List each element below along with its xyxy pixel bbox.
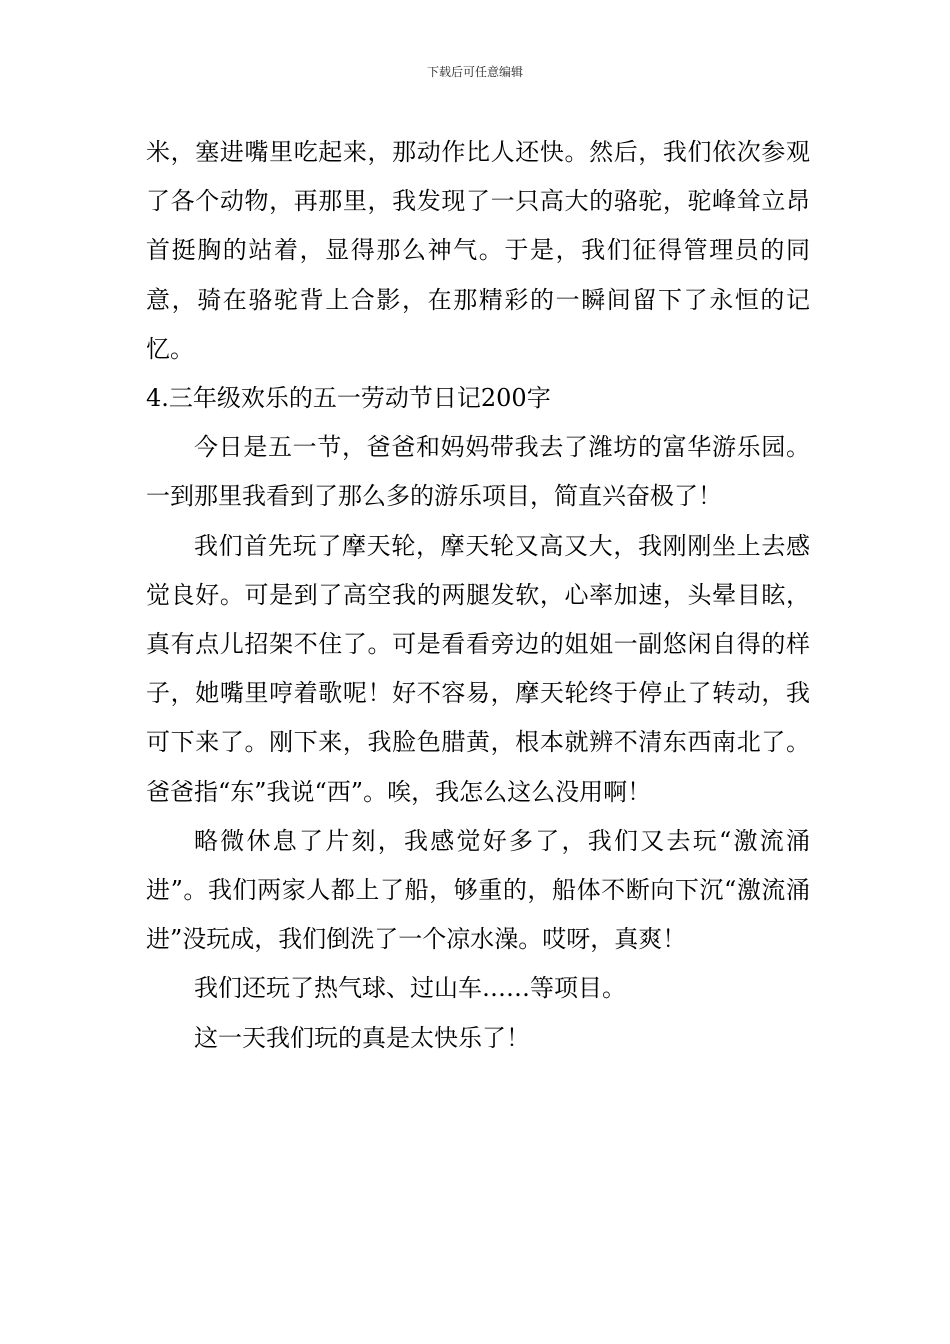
paragraph-other-rides: 我们还玩了热气球、过山车……等项目。 (194, 974, 626, 1003)
paragraph-conclusion: 这一天我们玩的真是太快乐了！ (194, 1023, 530, 1052)
paragraph-intro: 今日是五一节，爸爸和妈妈带我去了潍坊的富华游乐园。一到那里我看到了那么多的游乐项目，简直兴奋极了！ (146, 433, 810, 511)
page-header: 下载后可任意编辑 (426, 65, 523, 79)
paragraph-rapids: 略微休息了片刻，我感觉好多了，我们又去玩“激流涌进”。我们两家人都上了船，够重的，船体不断向下沉“激流涌进”没玩成，我们倒洗了一个凉水澡。哎呀，真爽！ (146, 826, 810, 954)
paragraph-continued: 米，塞进嘴里吃起来，那动作比人还快。然后，我们依次参观了各个动物，再那里，我发现了一只高大的骆驼，驼峰耸立昂首挺胸的站着，显得那么神气。于是，我们征得管理员的同意，骑在骆驼背上合影，在那精彩的一瞬间留下了永恒的记忆。 (146, 138, 810, 363)
document-body (146, 128, 810, 1063)
paragraph-ferris-wheel: 我们首先玩了摩天轮，摩天轮又高又大，我刚刚坐上去感觉良好。可是到了高空我的两腿发软，心率加速，头晕目眩，真有点儿招架不住了。可是看看旁边的姐姐一副悠闲自得的样子，她嘴里哼着歌呢！好不容易，摩天轮终于停止了转动，我可下来了。刚下来，我脸色腊黄，根本就辨不清东西南北了。爸爸指“东”我说“西”。唉，我怎么这么没用啊！ (146, 531, 810, 806)
section-heading: 4.三年级欢乐的五一劳动节日记200字 (146, 384, 551, 413)
